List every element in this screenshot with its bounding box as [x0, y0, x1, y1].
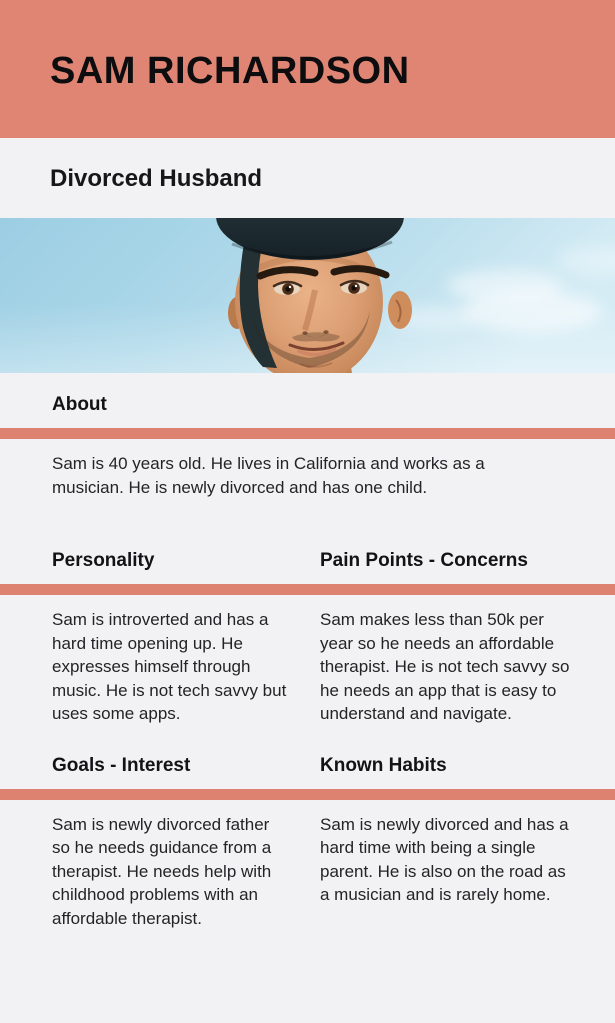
- header-banner: [0, 0, 615, 138]
- goals-text: Sam is newly divorced father so he needs guidance from a therapist. He needs help with childhood problems with an affordable therapist.: [52, 814, 272, 928]
- section-divider: [0, 584, 615, 595]
- persona-photo: [0, 218, 615, 373]
- known-habits-text: Sam is newly divorced and has a hard time with being a single parent. He is also on the road as a musician and is rarely home.: [320, 814, 569, 905]
- personality-text: Sam is introverted and has a hard time opening up. He expresses himself through music. He is not tech savvy but uses some apps.: [52, 610, 287, 724]
- portrait-man-backwards-cap-icon: [0, 218, 615, 373]
- persona-name: SAM RICHARDSON: [50, 50, 410, 92]
- row-goals-habits-heads: [0, 754, 615, 778]
- section-divider: [0, 428, 615, 439]
- row-personality-painpoints-heads: [0, 549, 615, 573]
- section-title-personality: Personality: [52, 550, 155, 572]
- section-title-known-habits: Known Habits: [320, 754, 447, 776]
- section-title-pain-points: Pain Points - Concerns: [320, 550, 528, 572]
- pain-points-text: Sam makes less than 50k per year so he needs an affordable therapist. He is not tech savvy so he needs an app that is easy to understand and navigate.: [320, 610, 570, 724]
- row-personality-painpoints-body: [0, 608, 615, 726]
- about-text: Sam is 40 years old. He lives in California and works as a musician. He is newly divorced and has one child.: [52, 454, 485, 497]
- persona-role: Divorced Husband: [50, 165, 263, 192]
- section-title-about: About: [52, 394, 107, 416]
- row-goals-habits-body: [0, 813, 615, 931]
- section-title-goals: Goals - Interest: [52, 754, 191, 776]
- section-divider: [0, 789, 615, 800]
